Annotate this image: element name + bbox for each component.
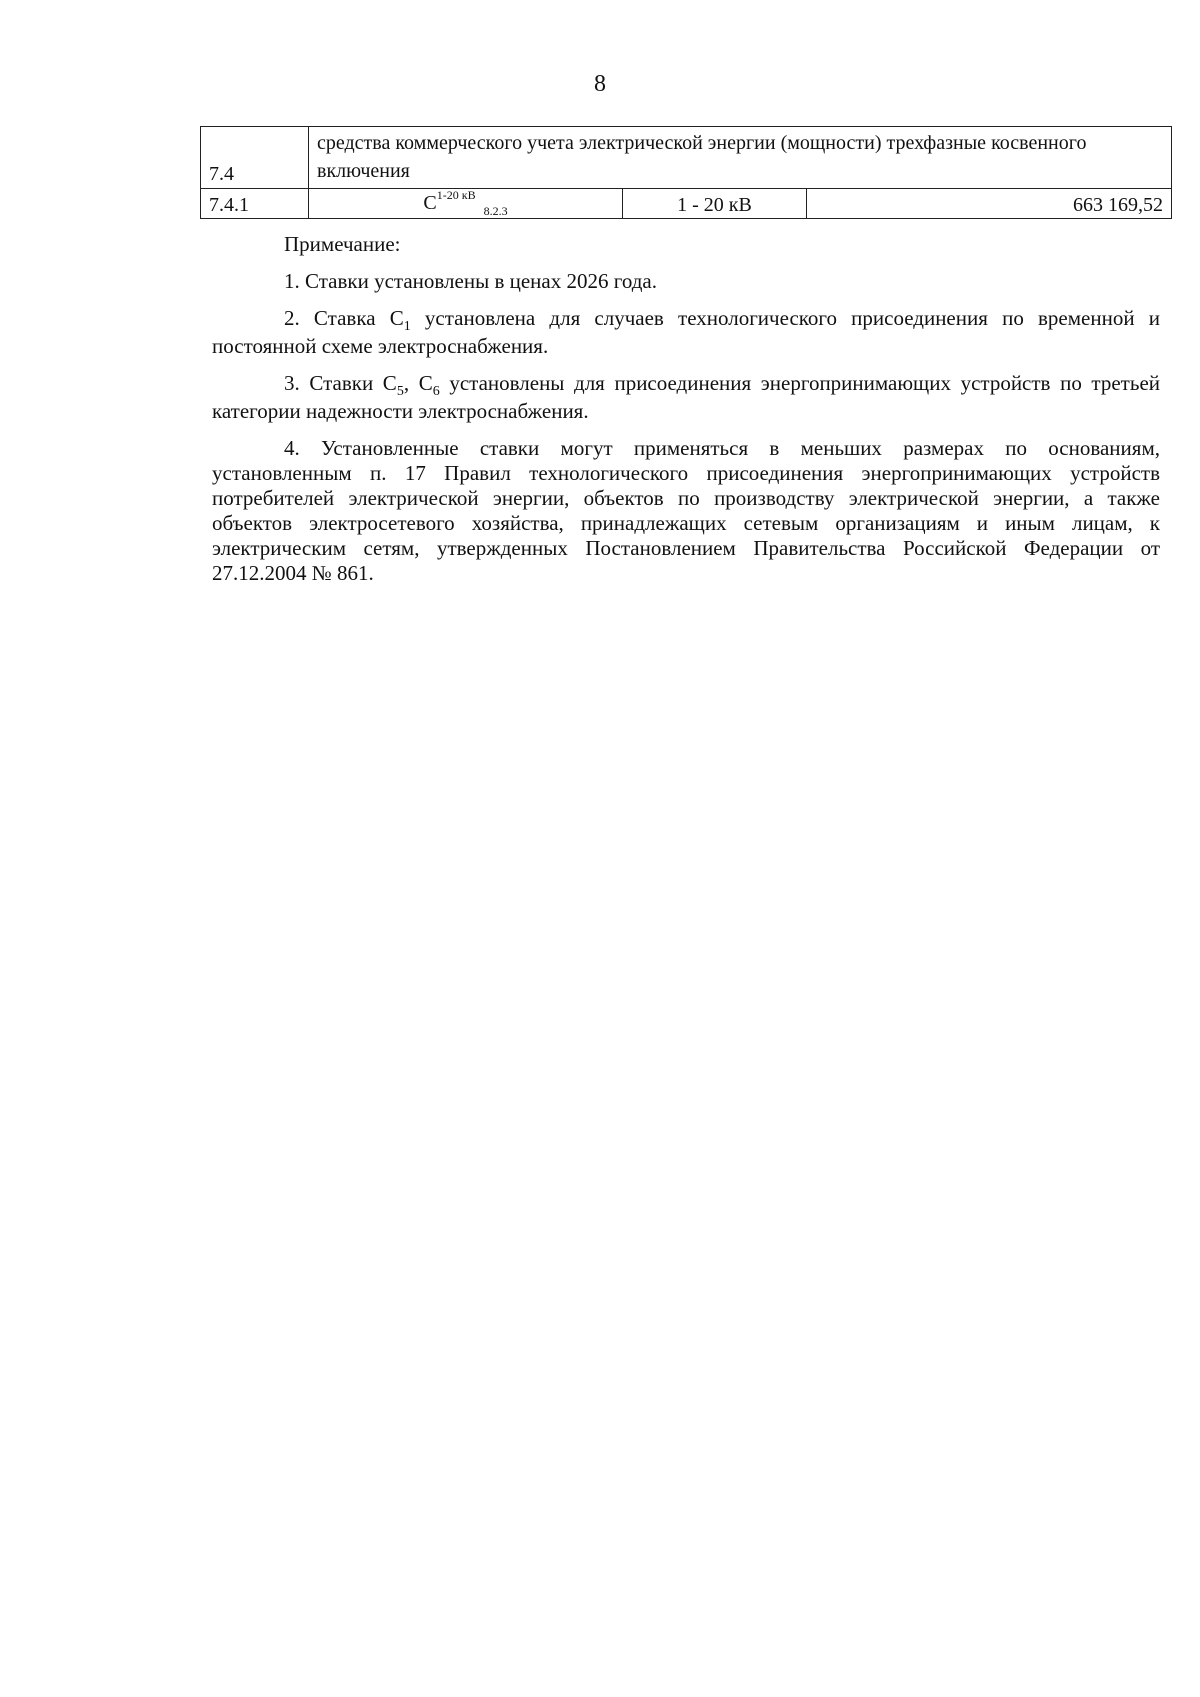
notes-section (212, 232, 1160, 598)
page-number: 8 (594, 71, 606, 97)
note-subscript: 5 (396, 384, 404, 399)
row-number: 7.4.1 (201, 189, 309, 219)
note-text: 3. Ставки С (284, 371, 397, 395)
note-text: установлены для присоединения энергопринимающих устройств по третьей категории надежности электроснабжения. (212, 371, 1160, 423)
rate-symbol-superscript: 1-20 кВ (436, 188, 476, 202)
note-item-4: 4. Установленные ставки могут применяться в меньших размерах по основаниям, установленным п. 17 Правил технологического присоединения энергопринимающих устройств потребителей электрической энергии, объектов по производству электрической энергии, а также объектов электросетевого хозяйства, принадлежащих сетевым организациям и иным лицам, к электрическим сетям, утвержденных Постановлением Правительства Российской Федерации от 27.12.2004 № 861. (212, 436, 1160, 585)
rate-symbol-base: С (423, 192, 437, 214)
row-number: 7.4 (201, 127, 309, 189)
note-item-2 (212, 306, 1160, 359)
note-item-1: 1. Ставки установлены в ценах 2026 года. (284, 269, 657, 293)
table-row (201, 127, 1172, 189)
note-text: 2. Ставка С (284, 306, 404, 330)
rate-symbol-subscript: 8.2.3 (483, 204, 508, 218)
row-description: средства коммерческого учета электрической энергии (мощности) трехфазные косвенного включения (309, 127, 1172, 189)
rate-symbol (309, 189, 623, 219)
rate-value-cell: 663 169,52 (807, 189, 1172, 219)
table-row (201, 189, 1172, 219)
note-text: , С (403, 371, 433, 395)
note-item-3 (212, 371, 1160, 424)
note-text: установлена для случаев технологического присоединения по временной и постоянной схеме электроснабжения. (212, 306, 1160, 358)
note-subscript: 6 (432, 384, 440, 399)
rates-table (200, 126, 1172, 219)
note-subscript: 1 (403, 319, 411, 334)
notes-title: Примечание: (284, 232, 401, 256)
voltage-cell: 1 - 20 кВ (623, 189, 807, 219)
